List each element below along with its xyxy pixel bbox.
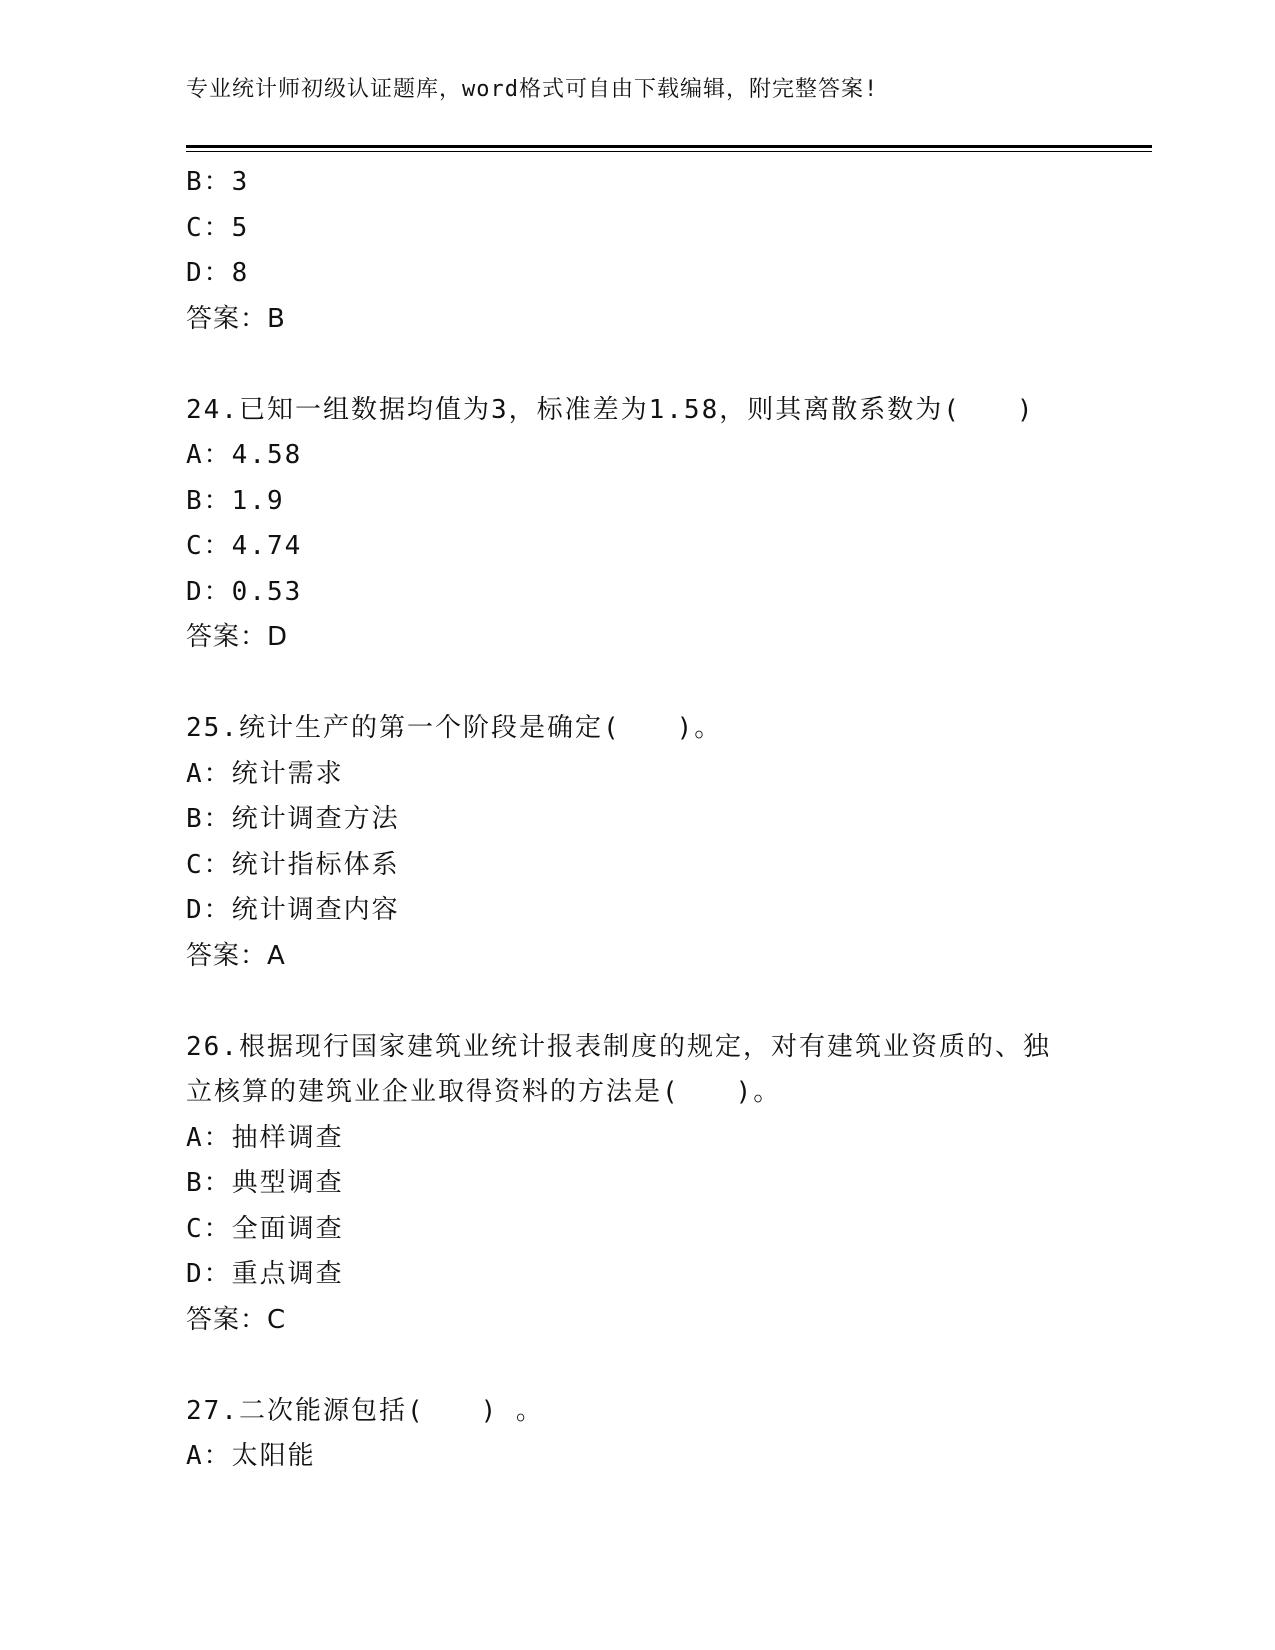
- option-line: B：统计调查方法: [186, 804, 400, 834]
- option-line: B：1.9: [186, 485, 285, 516]
- option-line: D：8: [186, 258, 250, 288]
- option-line: C：统计指标体系: [186, 849, 400, 880]
- option-line: A：太阳能: [186, 1441, 316, 1471]
- question-text: 25.统计生产的第一个阶段是确定( )。: [186, 713, 723, 743]
- spacer: [186, 979, 1086, 1025]
- question-text-continued: 立核算的建筑业企业取得资料的方法是( )。: [186, 1077, 782, 1107]
- answer-line: 答案：A: [186, 940, 286, 971]
- question-text: 27.二次能源包括( ) 。: [186, 1395, 544, 1426]
- option-line: D：重点调查: [186, 1259, 344, 1289]
- question-text: 24.已知一组数据均值为3，标准差为1.58，则其离散系数为( ): [186, 394, 1035, 425]
- header-divider-thin: [186, 151, 1152, 152]
- header-divider-thick: [186, 145, 1152, 148]
- option-line: D：0.53: [186, 576, 303, 607]
- page-header: 专业统计师初级认证题库，word格式可自由下载编辑，附完整答案!: [186, 77, 879, 102]
- option-line: A：统计需求: [186, 758, 344, 789]
- question-text: 26.根据现行国家建筑业统计报表制度的规定，对有建筑业资质的、独: [186, 1031, 1051, 1062]
- option-line: C：4.74: [186, 531, 303, 561]
- spacer: [186, 661, 1086, 707]
- option-line: B：3: [186, 167, 250, 197]
- answer-line: 答案：C: [186, 1304, 287, 1335]
- answer-line: 答案：D: [186, 622, 289, 652]
- spacer: [186, 342, 1086, 388]
- option-line: B：典型调查: [186, 1168, 344, 1198]
- option-line: D：统计调查内容: [186, 895, 400, 925]
- option-line: A：抽样调查: [186, 1122, 344, 1153]
- option-line: A：4.58: [186, 440, 303, 470]
- option-line: C：5: [186, 212, 250, 243]
- question-content: [186, 160, 1086, 1480]
- option-line: C：全面调查: [186, 1213, 344, 1244]
- spacer: [186, 1343, 1086, 1389]
- answer-line: 答案：B: [186, 303, 286, 334]
